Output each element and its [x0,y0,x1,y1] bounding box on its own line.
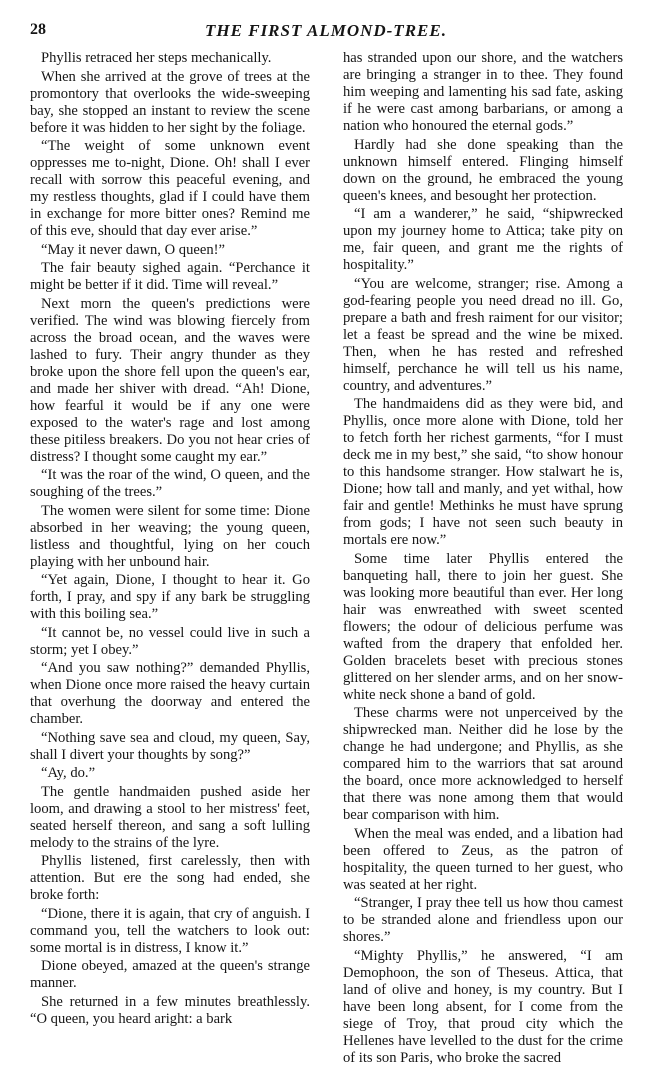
paragraph: “Nothing save sea and cloud, my queen, Say, shall I divert your thoughts by song?” [30,729,310,763]
paragraph: “You are welcome, stranger; rise. Among a god-fearing people you need dread no ill. Go, prepare a bath and fresh raiment for our visitor; let a feast be spread and the wine be mixed. Then, when he has rested and refreshed himself, perchance he will tell us his name, country, and adventures.” [343,275,623,394]
paragraph-continued: has stranded upon our shore, and the watchers are bringing a stranger in to thee. They found him weeping and lamenting his sad fate, asking if he were cast among barbarians, or among a nation who honoured the eternal gods.” [343,50,623,134]
paragraph: She returned in a few minutes breathlessly. “O queen, you heard aright: a bark [30,993,310,1027]
paragraph: When the meal was ended, and a libation had been offered to Zeus, as the patron of hospitality, the queen turned to her guest, who was seated at her right. [343,825,623,893]
left-column [30,50,310,1028]
paragraph: “Yet again, Dione, I thought to hear it. Go forth, I pray, and spy if any bark be struggling with this boiling sea.” [30,572,310,622]
paragraph: The gentle handmaiden pushed aside her loom, and drawing a stool to her mistress' feet, seated herself thereon, and sang a soft lulling melody to the strains of the lyre. [30,783,310,851]
running-title: THE FIRST ALMOND-TREE. [205,21,447,40]
paragraph: The women were silent for some time: Dione absorbed in her weaving; the young queen, listless and thoughtful, lying on her couch playing with her unbound hair. [30,502,310,570]
paragraph: Phyllis retraced her steps mechanically. [41,50,272,66]
paragraph: The fair beauty sighed again. “Perchance it might be better if it did. Time will reveal.” [30,260,310,293]
paragraph: Hardly had she done speaking than the unknown himself entered. Flinging himself down on the ground, he embraced the young queen's knees, and besought her protection. [343,136,623,204]
paragraph: The handmaidens did as they were bid, and Phyllis, once more alone with Dione, told her to fetch forth her richest garments, “for I must deck me in my best,” she said, “to show honour to this handsome stranger. How stalwart he is, Dione; how tall and manly, and yet withal, how fair and gentle! Methinks he must have sprung from gods; I have not seen such beauty in mortals ere now.” [343,396,623,548]
paragraph: “It cannot be, no vessel could live in such a storm; yet I obey.” [30,624,310,658]
paragraph: “May it never dawn, O queen!” [41,241,225,258]
paragraph: Next morn the queen's predictions were verified. The wind was blowing fiercely from across the broad ocean, and the waves were lashed to fury. Their angry thunder as they broke upon the shore fell upon the queen's ear, and made her shiver with dread. “Ah! Dione, how fearful it would be if any one were exposed to the water's rage and lost among these pitiless breakers. Do you not hear cries of distress? I thought some caught my ear.” [30,295,310,465]
paragraph: These charms were not unperceived by the shipwrecked man. Neither did he lose by the change he had undergone; and Phyllis, as she compared him to the warriors that sat around the board, once more acknowledged to herself that there was none among them that would bear comparison with him. [343,705,623,823]
page-number: 28 [30,21,46,38]
paragraph: Some time later Phyllis entered the banqueting hall, there to join her guest. She was looking more beautiful than ever. Her long hair was enwreathed with sweet scented flowers; the odour of delicious perfume was wafted from the drapery that enfolded her. Golden bracelets beset with precious stones glittered on her slender arms, and on her snow-white neck shone a band of gold. [343,550,623,703]
paragraph: “I am a wanderer,” he said, “shipwrecked upon my journey home to Attica; take pity on me, fair queen, and grant me the rights of hospitality.” [343,206,623,273]
paragraph: “It was the roar of the wind, O queen, and the soughing of the trees.” [30,467,310,500]
right-column [343,50,623,1067]
paragraph: Phyllis listened, first carelessly, then with attention. But ere the song had ended, she broke forth: [30,853,310,903]
paragraph: “And you saw nothing?” demanded Phyllis, when Dione once more raised the heavy curtain that overhung the doorway and entered the chamber. [30,660,310,727]
paragraph: “Ay, do.” [41,765,96,781]
paragraph: “The weight of some unknown event oppresses me to-night, Dione. Oh! shall I ever recall with sorrow this peaceful evening, and my restless thoughts, glad if I could have them in exchange for more bitter ones? Remind me of this eve, should that day ever arise.” [30,138,310,239]
paragraph: “Dione, there it is again, that cry of anguish. I command you, tell the watchers to look out: some mortal is in distress, I know it.” [30,905,310,956]
paragraph: Dione obeyed, amazed at the queen's strange manner. [30,958,310,991]
paragraph: “Stranger, I pray thee tell us how thou camest to be stranded alone and friendless upon our shores.” [343,895,623,945]
paragraph: “Mighty Phyllis,” he answered, “I am Demophoon, the son of Theseus. Attica, that land of olive and honey, is my country. But I have been long absent, for I come from the siege of Troy, that proud city which the Hellenes have levelled to the dust for the crime of its son Paris, who broke the sacred [343,947,623,1066]
paragraph: When she arrived at the grove of trees at the promontory that overlooks the wide-sweeping bay, she stopped an instant to review the scene before it was hidden to her sight by the foliage. [30,68,310,136]
page-header [30,21,622,45]
